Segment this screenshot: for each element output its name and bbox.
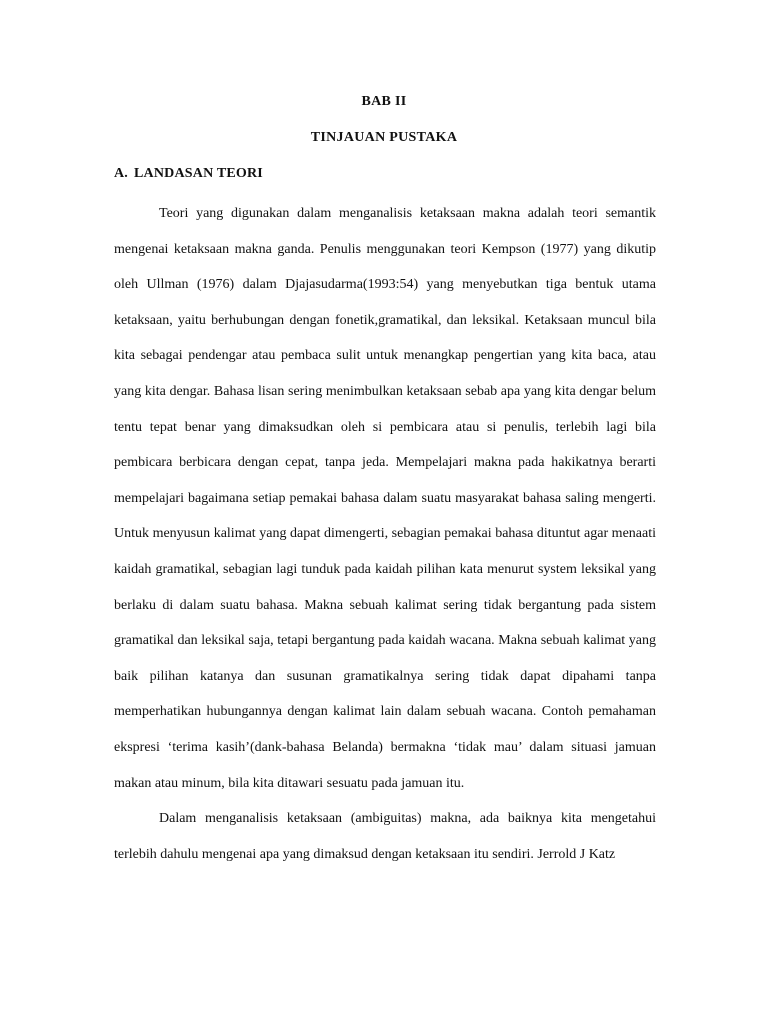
section-heading [114, 166, 263, 182]
section-title: LANDASAN TEORI [134, 166, 263, 181]
section-marker: A. [114, 166, 129, 181]
chapter-number: BAB II [361, 94, 407, 109]
body-text [114, 196, 656, 872]
paragraph-2: Dalam menganalisis ketaksaan (ambiguitas) makna, ada baiknya kita mengetahui terlebih dahulu mengenai apa yang dimaksud dengan ketaksaan itu sendiri. Jerrold J Katz [114, 811, 656, 862]
paragraph-1: Teori yang digunakan dalam menganalisis ketaksaan makna adalah teori semantik mengenai ketaksaan makna ganda. Penulis menggunakan teori Kempson (1977) yang dikutip oleh Ullman (1976) dalam Djajasudarma(1993:54) yang menyebutkan tiga bentuk utama ketaksaan, yaitu berhubungan dengan fonetik,gramatikal, dan leksikal. Ketaksaan muncul bila kita sebagai pendengar atau pembaca sulit untuk menangkap pengertian yang kita baca, atau yang kita dengar. Bahasa lisan sering menimbulkan ketaksaan sebab apa yang kita dengar belum tentu tepat benar yang dimaksudkan oleh si pembicara atau si penulis, terlebih lagi bila pembicara berbicara dengan cepat, tanpa jeda. Mempelajari makna pada hakikatnya berarti mempelajari bagaimana setiap pemakai bahasa dalam suatu masyarakat bahasa saling mengerti. Untuk menyusun kalimat yang dapat dimengerti, sebagian pemakai bahasa dituntut agar menaati kaidah gramatikal, sebagian lagi tunduk pada kaidah pilihan kata menurut system leksikal yang berlaku di dalam suatu bahasa. Makna sebuah kalimat sering tidak bergantung pada sistem gramatikal dan leksikal saja, tetapi bergantung pada kaidah wacana. Makna sebuah kalimat yang baik pilihan katanya dan susunan gramatikalnya sering tidak dapat dipahami tanpa memperhatikan hubungannya dengan kalimat lain dalam sebuah wacana. Contoh pemahaman ekspresi ‘terima kasih’(dank-bahasa Belanda) bermakna ‘tidak mau’ dalam situasi jamuan makan atau minum, bila kita ditawari sesuatu pada jamuan itu. [114, 206, 656, 791]
chapter-title: TINJAUAN PUSTAKA [310, 130, 458, 145]
